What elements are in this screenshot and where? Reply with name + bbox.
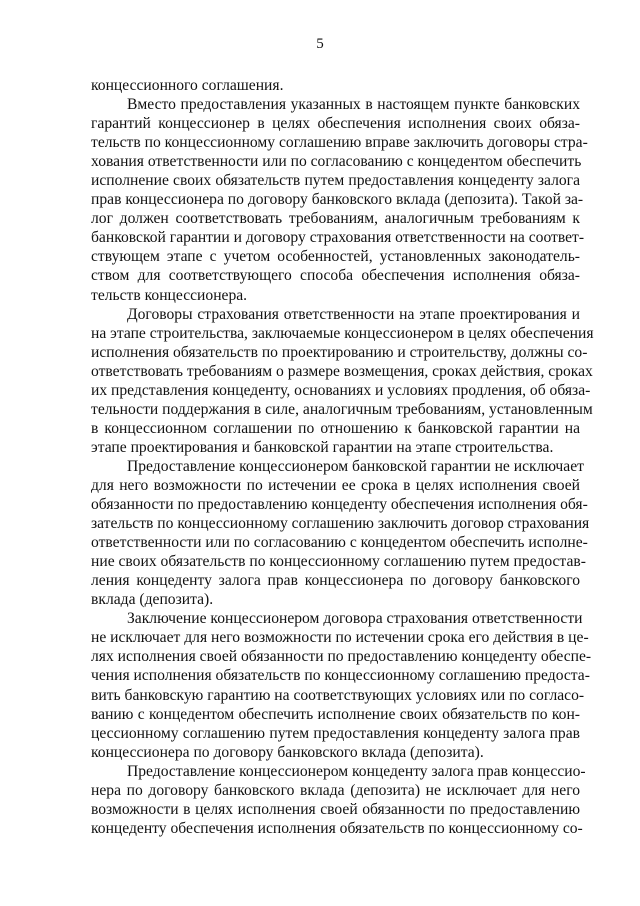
text-line: концессионера по договору банковского вклада (депозита).	[91, 743, 484, 761]
paragraph	[91, 609, 592, 761]
document-body	[91, 76, 594, 838]
text-line: лях исполнения своей обязанности по предоставлению концеденту обеспе-	[91, 648, 592, 666]
text-line: Предоставление концессионером банковской гарантии не исключает	[127, 457, 584, 475]
text-line: чения исполнения обязательств по концессионному соглашению предоста-	[91, 667, 590, 685]
paragraph	[91, 457, 590, 609]
text-line: не исключает для него возможности по истечении срока его действия в це-	[91, 629, 589, 647]
text-line: для него возможности по истечении ее срока в целях исполнения своей	[91, 476, 580, 494]
text-line: ответствовать требованиям о размере возмещения, сроках действия, сроках	[91, 362, 593, 380]
text-line: исполнение своих обязательств путем предоставления концеденту залога	[91, 172, 580, 190]
text-line: гарантий концессионер в целях обеспечения исполнения своих обяза-	[91, 115, 580, 133]
text-line: на этапе строительства, заключаемые концессионером в целях обеспечения	[91, 324, 594, 342]
text-line: Договоры страхования ответственности на этапе проектирования и	[127, 305, 580, 323]
text-line: Заключение концессионером договора страхования ответственности	[127, 610, 583, 628]
text-line: ответственности или по согласованию с концедентом обеспечить исполне-	[91, 534, 588, 552]
text-line: цессионному соглашению путем предоставления концеденту залога прав	[91, 724, 580, 742]
text-line: Вместо предоставления указанных в настоящем пункте банковских	[127, 96, 580, 114]
paragraph	[91, 305, 594, 457]
text-line: ления концеденту залога прав концессионера по договору банковского	[91, 572, 580, 590]
text-line: вить банковскую гарантию на соответствующих условиях или по согласо-	[91, 686, 585, 704]
paragraph	[91, 95, 588, 305]
text-line: их представления концеденту, основаниях и условиях продления, об обяза-	[91, 381, 591, 399]
text-line: нера по договору банковского вклада (депозита) не исключает для него	[91, 781, 580, 799]
text-line: прав концессионера по договору банковского вклада (депозита). Такой за-	[91, 191, 584, 209]
paragraph	[91, 76, 580, 95]
text-line: тельств концессионера.	[91, 286, 248, 304]
text-line: вклада (депозита).	[91, 591, 214, 609]
text-line: обязанности по предоставлению концеденту обеспечения исполнения обя-	[91, 496, 588, 514]
text-line: ствующем этапе с учетом особенностей, установленных законодатель-	[91, 248, 580, 266]
text-line: тельств по концессионному соглашению вправе заключить договоры стра-	[91, 134, 588, 152]
text-line: ством для соответствующего способа обеспечения исполнения обяза-	[91, 267, 580, 285]
page-number: 5	[316, 36, 324, 52]
text-line: в концессионном соглашении по отношению к банковской гарантии на	[91, 419, 580, 437]
text-line: концессионного соглашения.	[91, 77, 284, 94]
text-line: исполнения обязательств по проектированию и строительству, должны со-	[91, 343, 588, 361]
text-line: Предоставление концессионером концеденту залога прав концессио-	[127, 762, 586, 780]
text-line: хования ответственности или по согласованию с концедентом обеспечить	[91, 153, 582, 171]
text-line: лог должен соответствовать требованиям, аналогичным требованиям к	[91, 210, 580, 228]
text-line: зательств по концессионному соглашению заключить договор страхования	[91, 515, 590, 533]
text-line: концеденту обеспечения исполнения обязательств по концессионному со-	[91, 819, 583, 837]
text-line: ние своих обязательств по концессионному соглашению путем предостав-	[91, 553, 586, 571]
paragraph	[91, 762, 586, 838]
text-line: тельности поддержания в силе, аналогичным требованиям, установленным	[91, 400, 593, 418]
text-line: этапе проектирования и банковской гарантии на этапе строительства.	[91, 438, 554, 456]
text-line: ванию с концедентом обеспечить исполнение своих обязательств по кон-	[91, 705, 580, 723]
text-line: банковской гарантии и договору страхования ответственности на соответ-	[91, 229, 585, 247]
text-line: возможности в целях исполнения своей обязанности по предоставлению	[91, 800, 580, 818]
